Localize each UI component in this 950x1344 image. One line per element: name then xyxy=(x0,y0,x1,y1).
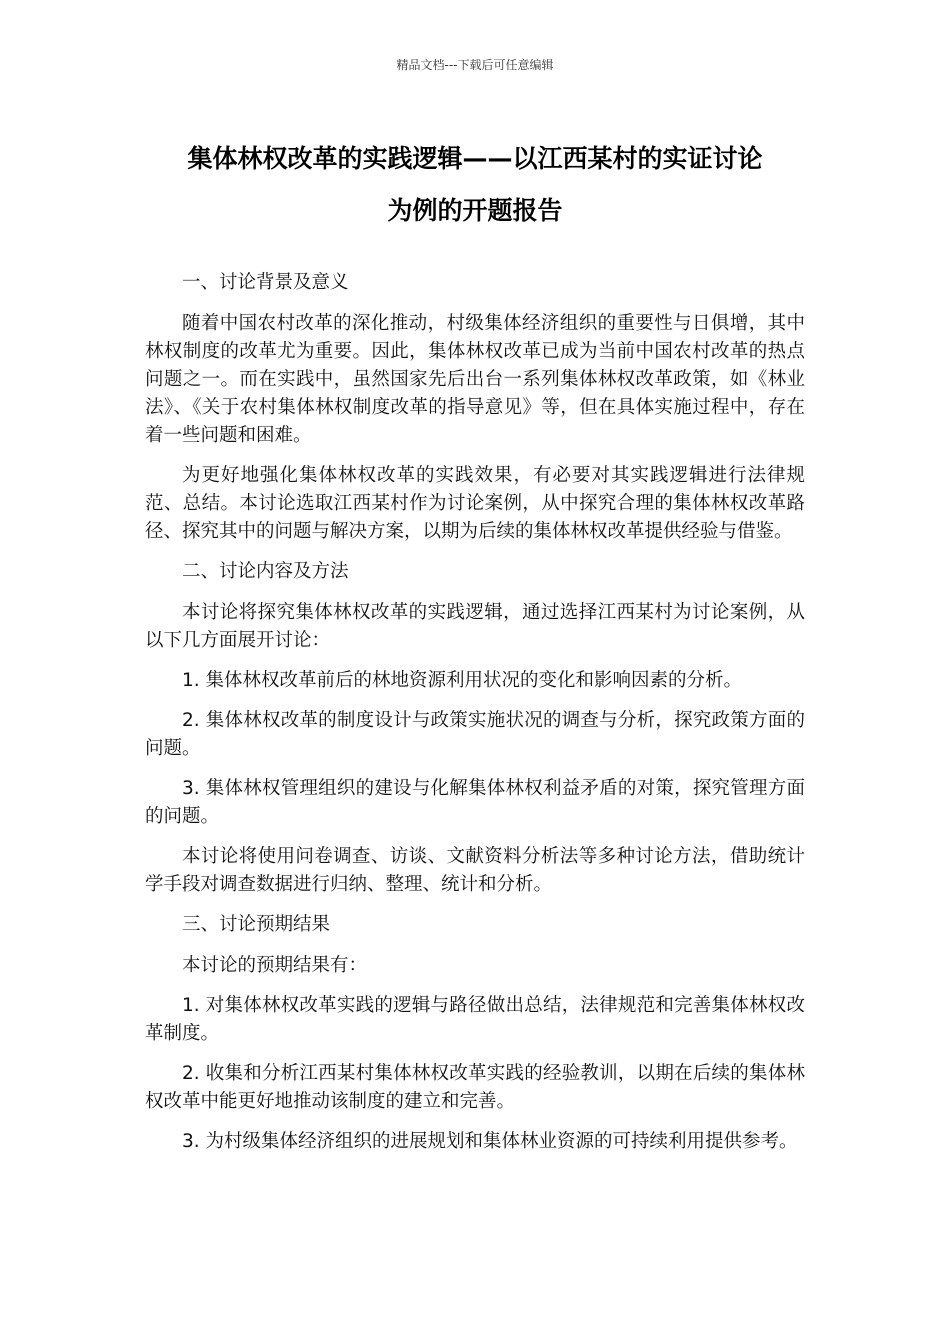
title-line-1: 集体林权改革的实践逻辑——以江西某村的实证讨论 xyxy=(187,144,763,173)
list-item: 3. 为村级集体经济组织的进展规划和集体林业资源的可持续利用提供参考。 xyxy=(182,1131,798,1152)
document-body xyxy=(145,269,805,1168)
paragraph: 本讨论的预期结果有： xyxy=(182,955,368,976)
list-item: 1. 对集体林权改革实践的逻辑与路径做出总结，法律规范和完善集体林权改革制度。 xyxy=(145,995,805,1044)
section-heading-content-methods: 二、讨论内容及方法 xyxy=(182,561,349,582)
page-header: 精品文档---下载后可任意编辑 xyxy=(396,58,554,72)
list-item: 3. 集体林权管理组织的建设与化解集体林权利益矛盾的对策，探究管理方面的问题。 xyxy=(145,778,805,827)
title-line-2: 为例的开题报告 xyxy=(387,196,563,225)
section-heading-expected-results: 三、讨论预期结果 xyxy=(182,914,331,935)
list-item: 2. 集体林权改革的制度设计与政策实施状况的调查与分析，探究政策方面的问题。 xyxy=(145,710,805,759)
paragraph: 本讨论将使用问卷调查、访谈、文献资料分析法等多种讨论方法，借助统计学手段对调查数据进行归纳、整理、统计和分析。 xyxy=(145,846,805,895)
list-item: 2. 收集和分析江西某村集体林权改革实践的经验教训，以期在后续的集体林权改革中能更好地推动该制度的建立和完善。 xyxy=(145,1063,805,1112)
paragraph: 随着中国农村改革的深化推动，村级集体经济组织的重要性与日俱增，其中林权制度的改革尤为重要。因此，集体林权改革已成为当前中国农村改革的热点问题之一。而在实践中，虽然国家先后出台一系列集体林权改革政策，如《林业法》、《关于农村集体林权制度改革的指导意见》等，但在具体实施过程中，存在着一些问题和困难。 xyxy=(145,313,805,446)
list-item: 1. 集体林权改革前后的林地资源利用状况的变化和影响因素的分析。 xyxy=(182,670,743,691)
section-heading-background: 一、讨论背景及意义 xyxy=(182,272,349,293)
document-title xyxy=(120,133,830,237)
paragraph: 本讨论将探究集体林权改革的实践逻辑，通过选择江西某村为讨论案例，从以下几方面展开讨论： xyxy=(145,602,805,651)
paragraph: 为更好地强化集体林权改革的实践效果，有必要对其实践逻辑进行法律规范、总结。本讨论选取江西某村作为讨论案例，从中探究合理的集体林权改革路径、探究其中的问题与解决方案，以期为后续的集体林权改革提供经验与借鉴。 xyxy=(145,465,805,542)
